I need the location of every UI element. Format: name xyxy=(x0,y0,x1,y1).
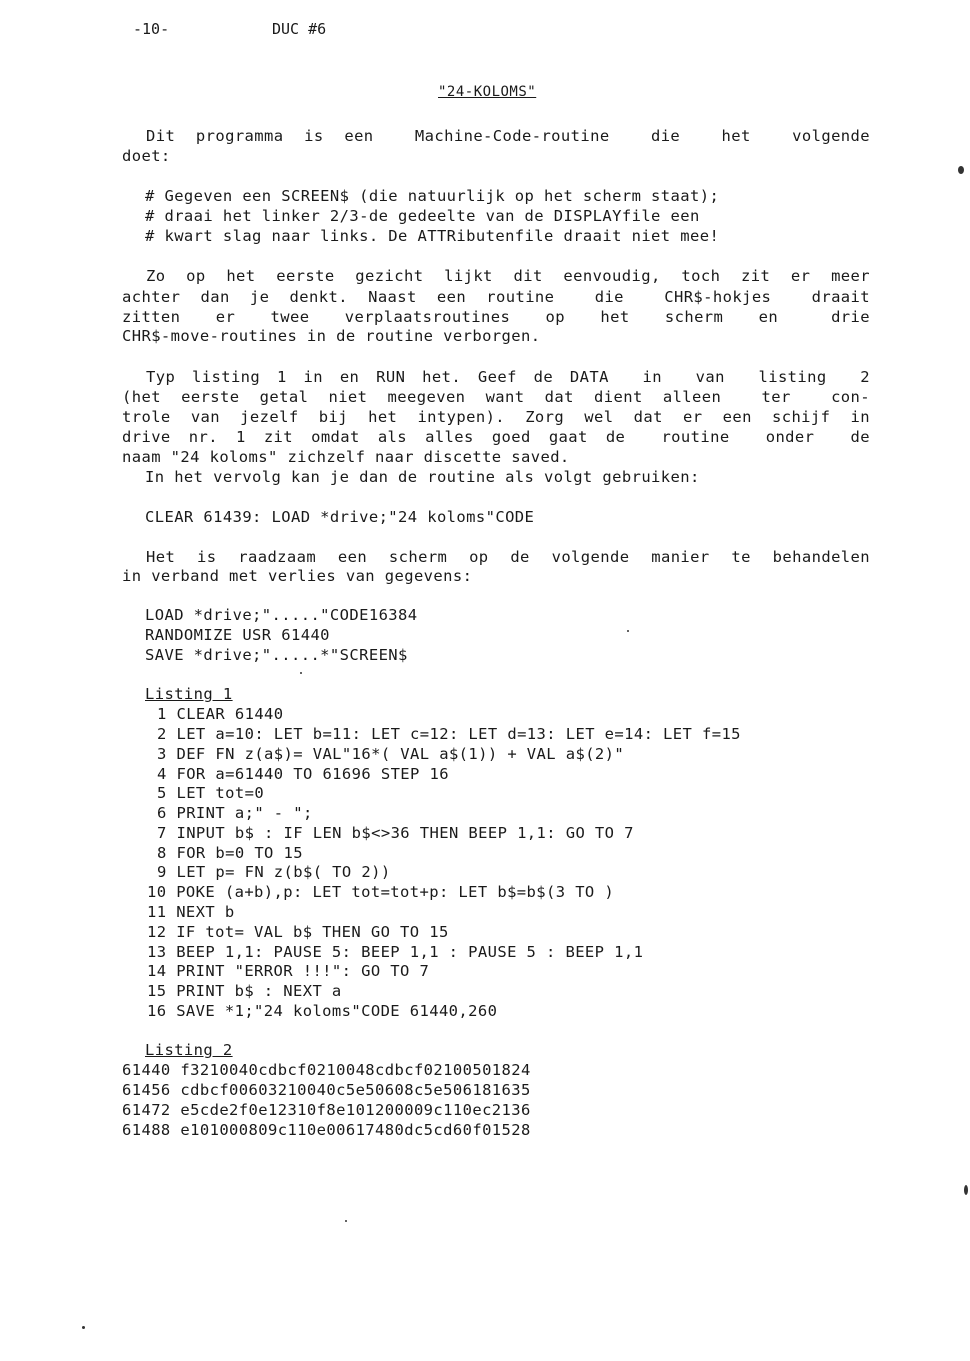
issue-label: DUC #6 xyxy=(272,20,327,38)
command-line: LOAD *drive;"....."CODE16384 xyxy=(145,606,418,624)
load-command: CLEAR 61439: LOAD *drive;"24 koloms"CODE xyxy=(145,508,535,526)
scan-speck xyxy=(958,166,964,174)
scan-speck xyxy=(964,1185,968,1195)
intro-line: doet: xyxy=(122,147,171,165)
scan-speck xyxy=(345,1220,347,1222)
code-line: 7 INPUT b$ : IF LEN b$<>36 THEN BEEP 1,1: GO TO 7 xyxy=(157,824,634,842)
code-line: 10 POKE (a+b),p: LET tot=tot+p: LET b$=b$(3 TO ) xyxy=(147,883,615,901)
paragraph-line: trole van jezelf bij het intypen). Zorg wel dat er een schijf in xyxy=(122,408,870,426)
command-line: RANDOMIZE USR 61440 xyxy=(145,626,330,644)
listing1-heading: Listing 1 xyxy=(145,685,233,703)
code-line: 15 PRINT b$ : NEXT a xyxy=(147,982,342,1000)
code-line: 11 NEXT b xyxy=(147,903,235,921)
code-line: 6 PRINT a;" - "; xyxy=(157,804,313,822)
hex-line: 61456 cdbcf00603210040c5e50608c5e506181635 xyxy=(122,1081,531,1099)
paragraph-line: achter dan je denkt. Naast een routine die CHR$-hokjes draait xyxy=(122,288,870,306)
bullet-line: # Gegeven een SCREEN$ (die natuurlijk op het scherm staat); xyxy=(145,187,720,205)
hex-line: 61472 e5cde2f0e12310f8e101200009c110ec2136 xyxy=(122,1101,531,1119)
code-line: 3 DEF FN z(a$)= VAL"16*( VAL a$(1)) + VAL a$(2)" xyxy=(157,745,625,763)
scan-speck xyxy=(627,630,629,632)
code-line: 2 LET a=10: LET b=11: LET c=12: LET d=13: LET e=14: LET f=15 xyxy=(157,725,741,743)
code-line: 16 SAVE *1;"24 koloms"CODE 61440,260 xyxy=(147,1002,498,1020)
bullet-line: # draai het linker 2/3-de gedeelte van de DISPLAYfile een xyxy=(145,207,700,225)
code-line: 1 CLEAR 61440 xyxy=(157,705,284,723)
code-line: 8 FOR b=0 TO 15 xyxy=(157,844,303,862)
intro-line: Dit programma is een Machine-Code-routine die het volgende xyxy=(146,127,870,145)
code-line: 5 LET tot=0 xyxy=(157,784,265,802)
hex-line: 61440 f3210040cdbcf0210048cdbcf02100501824 xyxy=(122,1061,531,1079)
scan-speck xyxy=(300,672,302,674)
paragraph-line: Zo op het eerste gezicht lijkt dit eenvoudig, toch zit er meer xyxy=(146,267,870,285)
code-line: 9 LET p= FN z(b$( TO 2)) xyxy=(157,863,391,881)
scan-speck xyxy=(82,1326,85,1329)
code-line: 14 PRINT "ERROR !!!": GO TO 7 xyxy=(147,962,430,980)
command-line: SAVE *drive;".....*"SCREEN$ xyxy=(145,646,408,664)
paragraph-line: naam "24 koloms" zichzelf naar discette saved. xyxy=(122,448,570,466)
code-line: 13 BEEP 1,1: PAUSE 5: BEEP 1,1 : PAUSE 5 : BEEP 1,1 xyxy=(147,943,644,961)
code-line: 12 IF tot= VAL b$ THEN GO TO 15 xyxy=(147,923,449,941)
hex-line: 61488 e101000809c110e00617480dc5cd60f01528 xyxy=(122,1121,531,1139)
paragraph-line: (het eerste getal niet meegeven want dat dient alleen ter con- xyxy=(122,388,870,406)
paragraph-line: CHR$-move-routines in de routine verborgen. xyxy=(122,327,541,345)
paragraph-line: In het vervolg kan je dan de routine als volgt gebruiken: xyxy=(145,468,700,486)
code-line: 4 FOR a=61440 TO 61696 STEP 16 xyxy=(157,765,449,783)
paragraph-line: drive nr. 1 zit omdat als alles goed gaat de routine onder de xyxy=(122,428,870,446)
bullet-line: # kwart slag naar links. De ATTRibutenfile draait niet mee! xyxy=(145,227,720,245)
paragraph-line: Typ listing 1 in en RUN het. Geef de DATA in van listing 2 xyxy=(146,368,870,386)
paragraph-line: in verband met verlies van gegevens: xyxy=(122,567,473,585)
paragraph-line: zitten er twee verplaatsroutines op het scherm en drie xyxy=(122,308,870,326)
paragraph-line: Het is raadzaam een scherm op de volgende manier te behandelen xyxy=(146,548,870,566)
page-number: -10- xyxy=(133,20,170,38)
article-title: "24-KOLOMS" xyxy=(438,84,537,100)
listing2-heading: Listing 2 xyxy=(145,1041,233,1059)
